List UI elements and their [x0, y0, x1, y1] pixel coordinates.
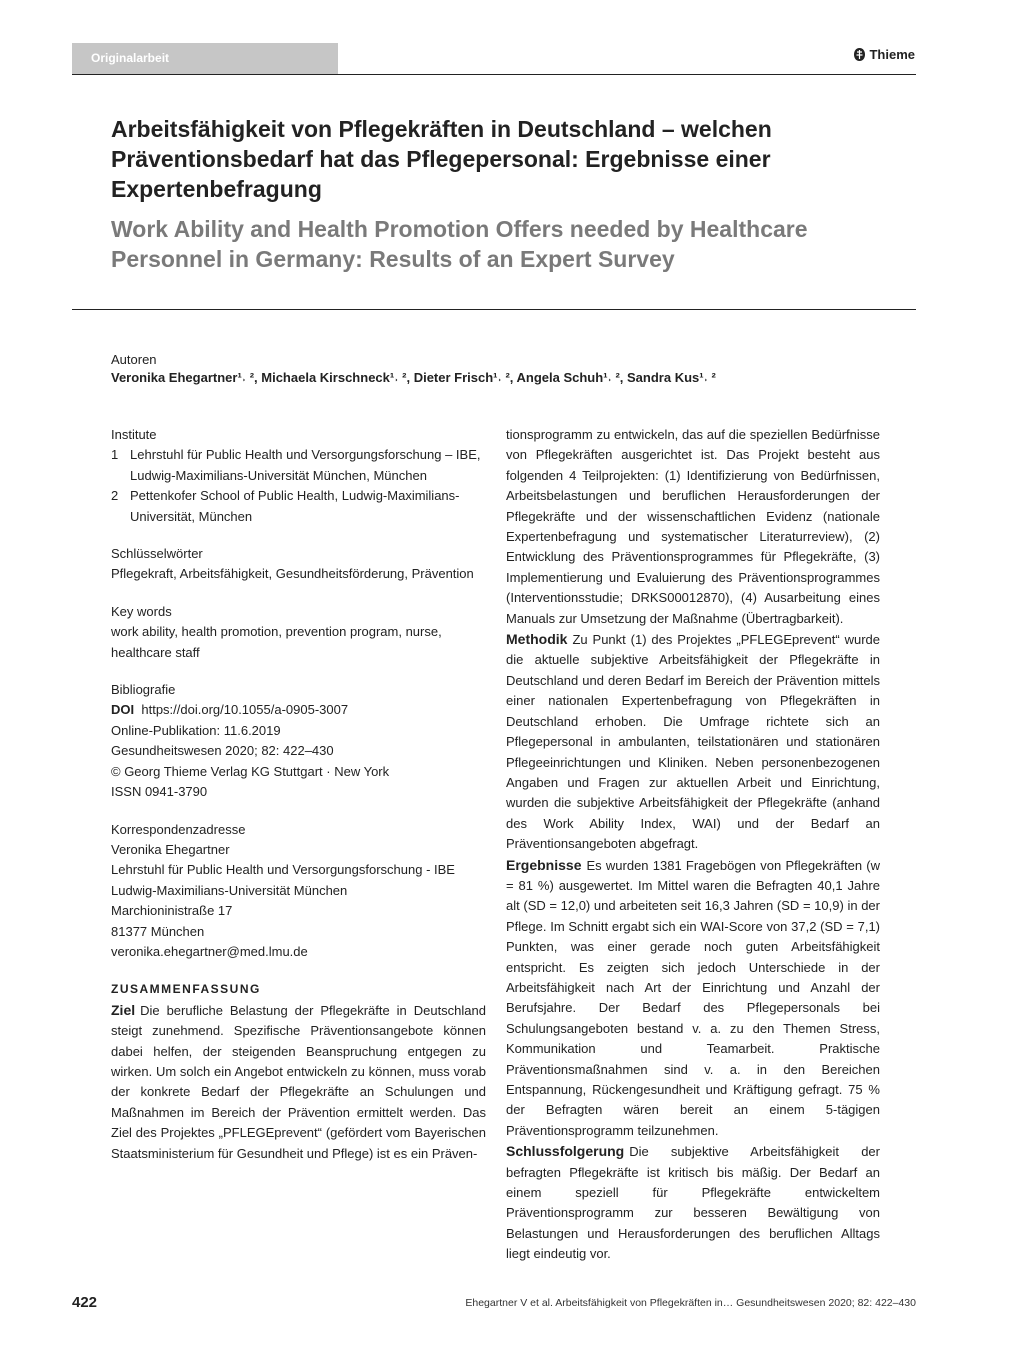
doi-line: [111, 700, 486, 720]
abstract-schlussfolgerung: [506, 1141, 880, 1264]
keywords-en-block: [111, 602, 486, 663]
doi-label: DOI: [111, 702, 135, 718]
ziel-text: Die berufliche Belastung der Pflegekräfte in Deutschland steigt zunehmend. Spezifische Präventionsangebote können dabei helfen, der steigenden Beanspruchung entgegen zu wirken. Um solch ein Angebot entwickeln zu können, muss vorab der konkrete Bedarf der Pflegekräfte an Schulungen und Maßnahmen im Bereich der Prävention ermittelt werden. Das Ziel des Projektes „PFLEGEprevent“ (gefördert vom Bayerischen Staatsministerium für Gesundheit und Pflege) ist es ein Präven-: [111, 1002, 486, 1161]
institute-number: 1: [111, 447, 119, 463]
keywords-en-label: Key words: [111, 603, 172, 619]
institute-text: Lehrstuhl für Public Health und Versorgungsforschung – IBE, Ludwig-Maximilians-Universität München, München: [130, 447, 481, 483]
left-column: [111, 425, 486, 1164]
institute-text: Pettenkofer School of Public Health, Ludwig-Maximilians-Universität, München: [130, 488, 460, 524]
institute-item: [111, 486, 486, 527]
bibliography-block: [111, 680, 486, 802]
issn: ISSN 0941-3790: [111, 784, 208, 800]
copyright: © Georg Thieme Verlag KG Stuttgart · New York: [111, 763, 390, 779]
title-english: Work Ability and Health Promotion Offers needed by Healthcare Personnel in Germany: Results of an Expert Survey: [111, 216, 808, 272]
institutes-block: [111, 425, 486, 527]
correspondence-line: Lehrstuhl für Public Health und Versorgungsforschung - IBE: [111, 862, 455, 878]
header-rule: [72, 74, 916, 75]
authors-list: Veronika Ehegartner¹˒ ², Michaela Kirschneck¹˒ ², Dieter Frisch¹˒ ², Angela Schuh¹˒ ², Sandra Kus¹˒ ²: [111, 370, 716, 385]
schluss-label: Schlussfolgerung: [506, 1143, 625, 1160]
institute-item: [111, 445, 486, 486]
correspondence-email[interactable]: veronika.ehegartner@med.lmu.de: [111, 943, 308, 959]
correspondence-block: [111, 820, 486, 963]
authors-label: Autoren: [111, 352, 157, 367]
ergebnisse-label: Ergebnisse: [506, 856, 582, 873]
abstract-ergebnisse: [506, 855, 880, 1142]
ziel-continued: tionsprogramm zu entwickeln, das auf die speziellen Bedürfnisse von Pflegekräften ausgerichtet ist. Das Projekt besteht aus folgenden 4 Teilprojekten: (1) Identifizierung von Bedürfnissen, Arbeitsbelastungen und beruflichen Herausforderungen der Pflegekräfte und der wissenschaftlichen Evidenz (nationale Expertenbefragung und systematischer Literaturreview), (2) Entwicklung des Präventionsprogrammes für Pflegekräfte, (3) Implementierung und Evaluierung des Präventionsprogrammes (Interventionsstudie; DRKS00012870), (4) Ausarbeitung eines Manuals zur Umsetzung der Maßnahme (Übertragbarkeit).: [506, 427, 880, 626]
keywords-de-block: [111, 544, 486, 585]
correspondence-line: 81377 München: [111, 923, 205, 939]
online-publication: Online-Publikation: 11.6.2019: [111, 722, 281, 738]
abstract-methodik: [506, 629, 880, 854]
keywords-de-text: Pflegekraft, Arbeitsfähigkeit, Gesundheitsförderung, Prävention: [111, 566, 474, 582]
correspondence-label: Korrespondenzadresse: [111, 821, 246, 837]
ergebnisse-text: Es wurden 1381 Fragebögen von Pflegekräften (w = 81 %) ausgewertet. Im Mittel waren die Befragten 40,1 Jahre alt (SD = 12,0) und arbeiteten seit 16,3 Jahren (SD = 10,9) in der Pflege. Im Schnitt ergabt sich ein WAI-Score von 37,2 (SD = 7,1) Punkten, was einer gerade noch guten Arbeitsfähigkeit entspricht. Es zeigten sich jedoch Unterschiede in der Arbeitsfähigkeit nach Art der Einrichtung und Anzahl der Berufsjahre. Der Bedarf des Pflegepersonals bei Schulungsangeboten bestand v. a. zu den Themen Stress, Kommunikation und Teamarbeit. Praktische Präventionsmaßnahmen sind v. a. in den Bereichen Entspannung, Rückengesundheit und Kräftigung gefragt. 75 % der Befragten wären bereit an einem 5-tägigen Präventionsprogramm teilzunehmen.: [506, 857, 880, 1138]
bibliography-label: Bibliografie: [111, 682, 176, 698]
keywords-en-text: work ability, health promotion, prevention program, nurse, healthcare staff: [111, 624, 442, 660]
institutes-label: Institute: [111, 427, 157, 442]
publisher-name: Thieme: [869, 47, 915, 62]
abstract-ziel: [111, 1000, 486, 1164]
publisher-logo: [854, 47, 915, 62]
schluss-text: Die subjektive Arbeitsfähigkeit der befragten Pflegekräfte ist kritisch bis mäßig. Der Bedarf an einem speziell für Pflegekräfte entwickeltem Präventionsprogramm zur besseren Bewältigung von Belastungen und Herausforderungen des beruflichen Alltags liegt eindeutig vor.: [506, 1144, 880, 1262]
section-label: Originalarbeit: [72, 43, 338, 74]
methodik-text: Zu Punkt (1) des Projektes „PFLEGEprevent“ wurde die aktuelle subjektive Arbeitsfähigkeit der Pflegekräfte in Deutschland und deren Bedarf im Bereich der Prävention mittels einer nationalen Expertenbefragung von Pflegekräften in Deutschland erhoben. Die Umfrage richtete sich an Pflegepersonal in ambulanten, teilstationären und stationären Pflegeeinrichtungen und Kliniken. Neben personenbezogenen Angaben und Fragen zur aktuellen Arbeit und Einrichtung, wurden die subjektive Arbeitsfähigkeit der Pflegekräfte (anhand des Work Ability Index, WAI) und der Bedarf an Präventionsangeboten abgefragt.: [506, 632, 880, 852]
right-column: [506, 425, 880, 1265]
title-german: Arbeitsfähigkeit von Pflegekräften in Deutschland – welchen Präventionsbedarf hat das Pflegepersonal: Ergebnisse einer Expertenbefragung: [111, 116, 772, 202]
keywords-de-label: Schlüsselwörter: [111, 546, 203, 562]
footer-citation: Ehegartner V et al. Arbeitsfähigkeit von Pflegekräften in… Gesundheitswesen 2020; 82: 422–430: [465, 1297, 916, 1309]
title-rule: [72, 309, 916, 310]
abstract-heading: ZUSAMMENFASSUNG: [111, 982, 261, 997]
doi-link[interactable]: https://doi.org/10.1055/a-0905-3007: [141, 702, 349, 718]
correspondence-line: Veronika Ehegartner: [111, 841, 230, 857]
institute-number: 2: [111, 488, 119, 504]
journal-citation: Gesundheitswesen 2020; 82: 422–430: [111, 743, 334, 759]
methodik-label: Methodik: [506, 631, 568, 648]
thieme-logo-icon: [854, 48, 865, 61]
correspondence-line: Ludwig-Maximilians-Universität München: [111, 882, 348, 898]
page-number: 422: [72, 1294, 98, 1311]
ziel-label: Ziel: [111, 1001, 136, 1018]
correspondence-line: Marchioninistraße 17: [111, 903, 233, 919]
